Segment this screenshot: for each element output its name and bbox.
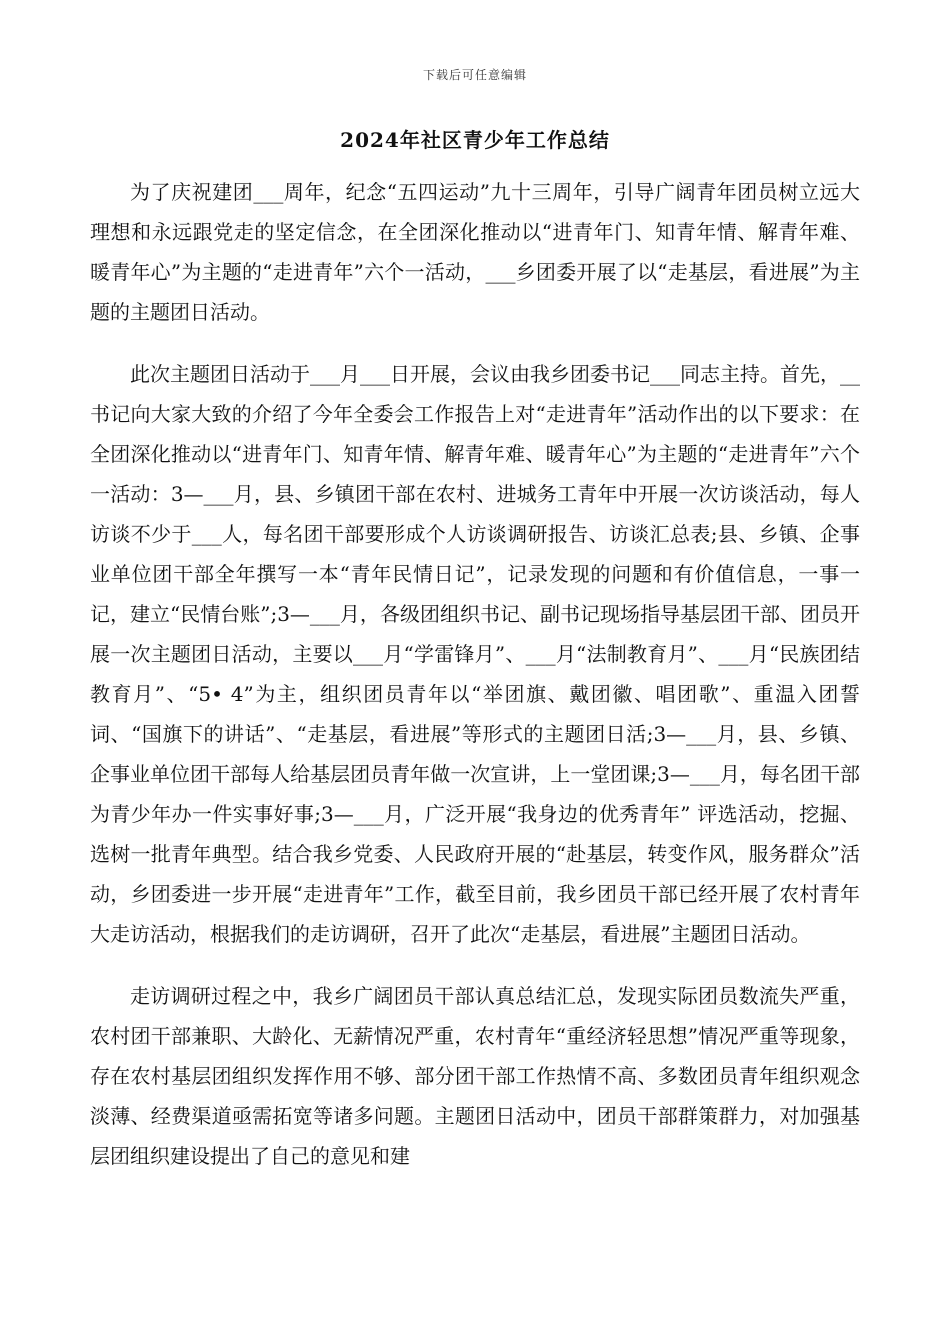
header-note: 下载后可任意编辑 — [422, 68, 527, 82]
paragraph-2: 此次主题团日活动于___月___日开展，会议由我乡团委书记___同志主持。首先，__书记向大家大致的介绍了今年全委会工作报告上对“走进青年”活动作出的以下要求：在全团深化推动以“进青年门、知青年情、解青年难、暖青年心”为主题的“走进青年”六个一活动：3—___月，县、乡镇团干部在农村、进城务工青年中开展一次访谈活动，每人访谈不少于___人，每名团干部要形成个人访谈调研报告、访谈汇总表;县、乡镇、企事业单位团干部全年撰写一本“青年民情日记”，记录发现的问题和有价值信息，一事一记，建立“民情台账”;3—___月，各级团组织书记、副书记现场指导基层团干部、团员开展一次主题团日活动，主要以___月“学雷锋月”、___月“法制教育月”、___月“民族团结教育月”、“5• 4”为主，组织团员青年以“举团旗、戴团徽、唱团歌”、重温入团誓词、“国旗下的讲话”、“走基层，看进展”等形式的主题团日活;3—___月，县、乡镇、企事业单位团干部每人给基层团员青年做一次宣讲，上一堂团课;3—___月，每名团干部为青少年办一件实事好事;3—___月，广泛开展“我身边的优秀青年” 评选活动，挖掘、选树一批青年典型。结合我乡党委、人民政府开展的“赴基层，转变作风，服务群众”活动，乡团委进一步开展“走进青年”工作，截至目前，我乡团员干部已经开展了农村青年大走访活动，根据我们的走访调研，召开了此次“走基层，看进展”主题团日活动。 — [90, 362, 860, 946]
document-body — [90, 172, 860, 1198]
document-title: 2024年社区青少年工作总结 — [340, 128, 610, 152]
paragraph-1: 为了庆祝建团___周年，纪念“五四运动”九十三周年，引导广阔青年团员树立远大理想和永远跟党走的坚定信念，在全团深化推动以“进青年门、知青年情、解青年难、暖青年心”为主题的“走进青年”六个一活动，___乡团委开展了以“走基层，看进展”为主题的主题团日活动。 — [90, 180, 860, 324]
paragraph-3: 走访调研过程之中，我乡广阔团员干部认真总结汇总，发现实际团员数流失严重，农村团干部兼职、大龄化、无薪情况严重，农村青年“重经济轻思想”情况严重等现象，存在农村基层团组织发挥作用不够、部分团干部工作热情不高、多数团员青年组织观念淡薄、经费渠道亟需拓宽等诸多问题。主题团日活动中，团员干部群策群力，对加强基层团组织建设提出了自己的意见和建 — [90, 984, 860, 1168]
